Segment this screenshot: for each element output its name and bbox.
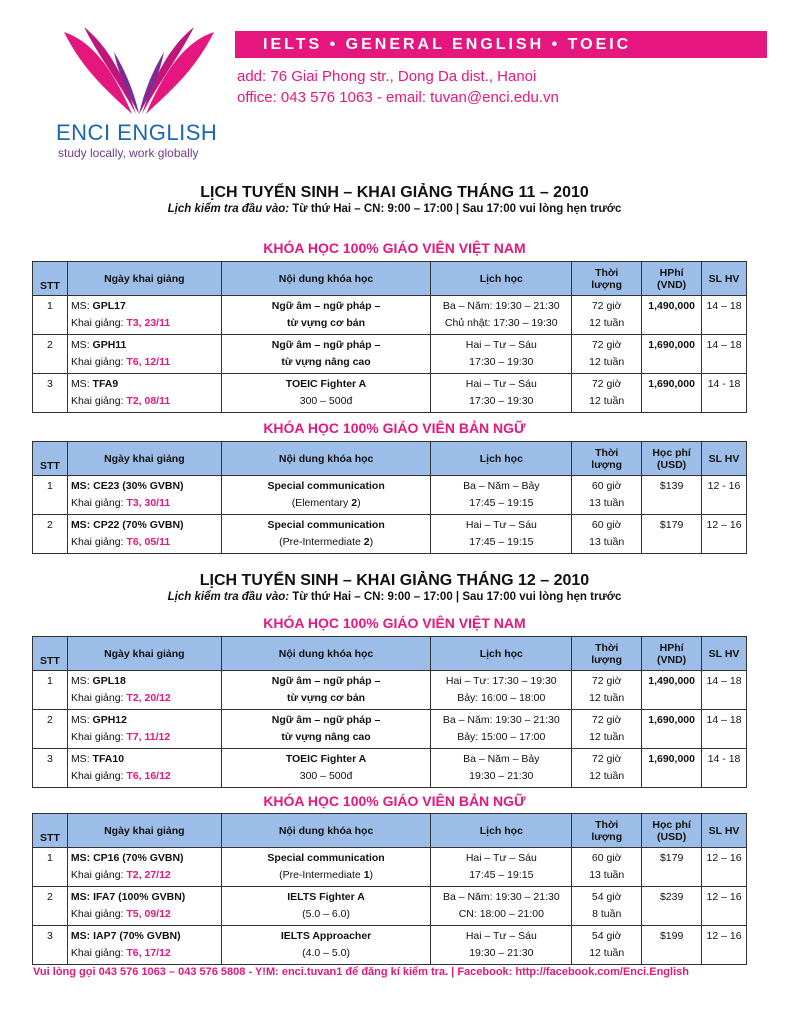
table-row: 2 MS: IFA7 (100% GVBN) Khai giảng: T5, 09/12 IELTS Fighter A (5.0 – 6.0) Ba – Năm: 19:30 – 21:30 CN: 18:00 – 21:00 54 giờ 8 tuần $239 12 – 16 (33, 887, 747, 926)
table-row: 1 MS: GPL17 Khai giảng: T3, 23/11 Ngữ âm – ngữ pháp – từ vựng cơ bản Ba – Năm: 19:30 – 21:30 Chủ nhật: 17:30 – 19:30 72 giờ 12 tuần 1,490,000 14 – 18 (33, 296, 747, 335)
table-header-row (33, 637, 747, 671)
col-schedule: Lịch học (431, 814, 572, 848)
section-subtitle-dec (0, 591, 789, 603)
table-row: 2 MS: GPH11 Khai giảng: T6, 12/11 Ngữ âm – ngữ pháp – từ vựng nâng cao Hai – Tư – Sáu 17:30 – 19:30 72 giờ 12 tuần 1,690,000 14 – 18 (33, 335, 747, 374)
table-row: 2 MS: GPH12 Khai giảng: T7, 11/12 Ngữ âm – ngữ pháp – từ vựng nâng cao Ba – Năm: 19:30 – 21:30 Bảy: 15:00 – 17:00 72 giờ 12 tuần 1,690,000 14 – 18 (33, 710, 747, 749)
col-students: SL HV (702, 637, 747, 671)
col-fee: HPhí (VND) (642, 637, 702, 671)
test-label: Lịch kiểm tra đầu vào: (167, 591, 290, 603)
schedule-table-vn-nov (32, 261, 747, 413)
page-header (0, 0, 789, 170)
col-fee: Học phí (USD) (642, 442, 702, 476)
col-content: Nội dung khóa học (221, 262, 431, 296)
test-label: Lịch kiểm tra đầu vào: (167, 203, 290, 215)
course-title-vn-dec: KHÓA HỌC 100% GIÁO VIÊN VIỆT NAM (263, 615, 526, 631)
col-stt: STT (33, 442, 68, 476)
programs-banner: IELTS • GENERAL ENGLISH • TOEIC (235, 31, 767, 58)
col-start-date: Ngày khai giảng (67, 814, 221, 848)
col-content: Nội dung khóa học (221, 637, 431, 671)
col-students: SL HV (702, 442, 747, 476)
col-content: Nội dung khóa học (221, 442, 431, 476)
col-duration: Thời lượng (572, 814, 642, 848)
col-stt: STT (33, 814, 68, 848)
test-hours: Từ thứ Hai – CN: 9:00 – 17:00 | Sau 17:00 vui lòng hẹn trước (289, 203, 622, 215)
col-stt: STT (33, 637, 68, 671)
col-start-date: Ngày khai giảng (67, 262, 221, 296)
table-header-row (33, 814, 747, 848)
col-duration: Thời lượng (572, 442, 642, 476)
enci-logo (46, 22, 226, 162)
table-row: 1 MS: GPL18 Khai giảng: T2, 20/12 Ngữ âm – ngữ pháp – từ vựng cơ bản Hai – Tư: 17:30 – 19:30 Bảy: 16:00 – 18:00 72 giờ 12 tuần 1,490,000 14 – 18 (33, 671, 747, 710)
col-students: SL HV (702, 262, 747, 296)
col-fee: Học phí (USD) (642, 814, 702, 848)
logo-wings-icon (54, 22, 224, 122)
col-duration: Thời lượng (572, 637, 642, 671)
test-hours: Từ thứ Hai – CN: 9:00 – 17:00 | Sau 17:00 vui lòng hẹn trước (289, 591, 622, 603)
col-stt: STT (33, 262, 68, 296)
schedule-table-vn-dec (32, 636, 747, 788)
col-start-date: Ngày khai giảng (67, 442, 221, 476)
col-schedule: Lịch học (431, 262, 572, 296)
course-title-native-nov: KHÓA HỌC 100% GIÁO VIÊN BẢN NGỮ (263, 420, 526, 436)
contact-info (237, 66, 559, 108)
col-schedule: Lịch học (431, 442, 572, 476)
col-duration: Thời lượng (572, 262, 642, 296)
col-fee: HPhí (VND) (642, 262, 702, 296)
brand-tagline: study locally, work globally (58, 146, 199, 160)
table-row: 1 MS: CE23 (30% GVBN) Khai giảng: T3, 30/11 Special communication (Elementary 2) Ba – Năm – Bảy 17:45 – 19:15 60 giờ 13 tuần $139 12 - 16 (33, 476, 747, 515)
col-content: Nội dung khóa học (221, 814, 431, 848)
col-schedule: Lịch học (431, 637, 572, 671)
office-line: office: 043 576 1063 - email: tuvan@enci.edu.vn (237, 89, 559, 106)
table-row: 3 MS: TFA9 Khai giảng: T2, 08/11 TOEIC Fighter A 300 – 500đ Hai – Tư – Sáu 17:30 – 19:30 72 giờ 12 tuần 1,690,000 14 - 18 (33, 374, 747, 413)
table-header-row (33, 442, 747, 476)
section-title-nov: LỊCH TUYỂN SINH – KHAI GIẢNG THÁNG 11 – 2010 (200, 184, 589, 201)
col-students: SL HV (702, 814, 747, 848)
table-row: 3 MS: IAP7 (70% GVBN) Khai giảng: T6, 17/12 IELTS Approacher (4.0 – 5.0) Hai – Tư – Sáu 19:30 – 21:30 54 giờ 12 tuần $199 12 – 16 (33, 926, 747, 965)
table-row: 1 MS: CP16 (70% GVBN) Khai giảng: T2, 27/12 Special communication (Pre-Intermediate 1) Hai – Tư – Sáu 17:45 – 19:15 60 giờ 13 tuần $179 12 – 16 (33, 848, 747, 887)
course-title-vn-nov: KHÓA HỌC 100% GIÁO VIÊN VIỆT NAM (263, 240, 526, 256)
course-title-native-dec: KHÓA HỌC 100% GIÁO VIÊN BẢN NGỮ (263, 793, 526, 809)
section-subtitle-nov (0, 203, 789, 215)
address-line: add: 76 Giai Phong str., Dong Da dist., Hanoi (237, 68, 537, 85)
schedule-table-native-nov (32, 441, 747, 554)
table-row: 3 MS: TFA10 Khai giảng: T6, 16/12 TOEIC Fighter A 300 – 500đ Ba – Năm – Bảy 19:30 – 21:30 72 giờ 12 tuần 1,690,000 14 - 18 (33, 749, 747, 788)
contact-footer: Vui lòng gọi 043 576 1063 – 043 576 5808 - Y!M: enci.tuvan1 để đăng kí kiểm tra. | Facebook: http://facebook.com/Enci.English (33, 966, 689, 978)
schedule-table-native-dec (32, 813, 747, 965)
col-start-date: Ngày khai giảng (67, 637, 221, 671)
table-header-row (33, 262, 747, 296)
brand-name: ENCI ENGLISH (56, 120, 218, 145)
section-title-dec: LỊCH TUYỂN SINH – KHAI GIẢNG THÁNG 12 – 2010 (199, 572, 590, 589)
table-row: 2 MS: CP22 (70% GVBN) Khai giảng: T6, 05/11 Special communication (Pre-Intermediate 2) Hai – Tư – Sáu 17:45 – 19:15 60 giờ 13 tuần $179 12 – 16 (33, 515, 747, 554)
